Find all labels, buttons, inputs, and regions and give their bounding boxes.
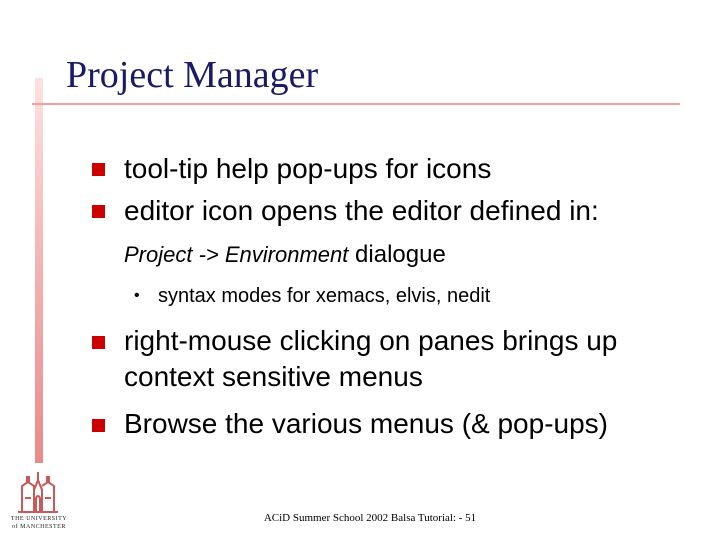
bullet-text-2: editor icon opens the editor defined in:	[124, 195, 599, 226]
logo-text-line-1: THE UNIVERSITY	[10, 516, 68, 522]
left-accent-bar	[35, 78, 43, 463]
square-bullet-icon	[92, 163, 105, 176]
square-bullet-icon	[92, 336, 105, 349]
bullet-text-3-line-1: right-mouse clicking on panes brings up	[124, 325, 618, 356]
bullet-text-1: tool-tip help pop-ups for icons	[124, 153, 492, 184]
footer-text: ACiD Summer School 2002 Balsa Tutorial: - 51	[263, 512, 477, 524]
sub-bullet-text: syntax modes for xemacs, elvis, nedit	[158, 285, 491, 307]
bullet-continuation	[124, 242, 446, 268]
bullet-text-4: Browse the various menus (& pop-ups)	[124, 408, 608, 439]
continuation-normal: dialogue	[348, 241, 446, 268]
slide-footer	[0, 512, 720, 524]
continuation-italic: Project -> Environment	[124, 242, 349, 267]
bullet-text-3-line-2: context sensitive menus	[124, 361, 423, 392]
square-bullet-icon	[92, 205, 105, 218]
dot-bullet-icon: •	[134, 287, 140, 304]
slide-title: Project Manager	[66, 54, 319, 96]
square-bullet-icon	[92, 419, 105, 432]
logo-text-line-2: of MANCHESTER	[12, 524, 66, 530]
title-underline	[32, 103, 680, 105]
